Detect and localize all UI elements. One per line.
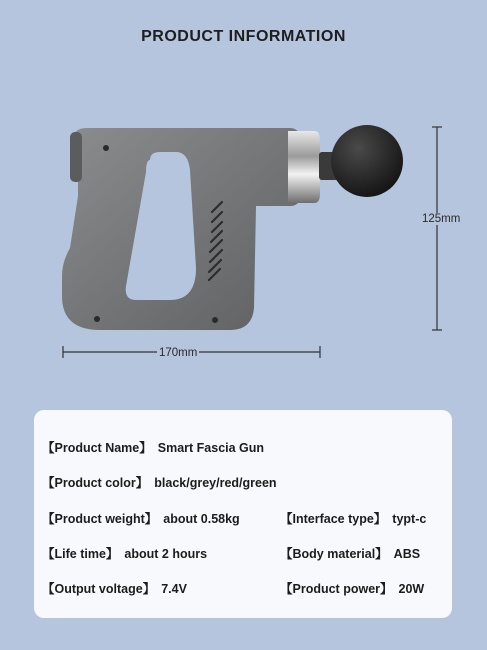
output-voltage-row <box>42 579 187 597</box>
body-material-label: 【Body material】 <box>280 547 388 561</box>
product-name-value: Smart Fascia Gun <box>157 441 265 455</box>
screw-1 <box>103 145 109 151</box>
interface-type-label: 【Interface type】 <box>280 512 387 526</box>
page-title: PRODUCT INFORMATION <box>141 28 346 45</box>
product-info-card <box>34 410 452 618</box>
screw-2 <box>94 316 100 322</box>
product-power-value: 20W <box>398 582 425 596</box>
body-material-value: ABS <box>393 547 421 561</box>
life-time-label: 【Life time】 <box>42 547 119 561</box>
ball-head <box>331 125 403 197</box>
product-weight-row <box>42 509 240 527</box>
screw-3 <box>212 317 218 323</box>
output-voltage-label: 【Output voltage】 <box>42 582 156 596</box>
product-weight-label: 【Product weight】 <box>42 512 158 526</box>
product-name-row <box>42 438 264 456</box>
product-color-value: black/grey/red/green <box>154 476 277 490</box>
output-voltage-value: 7.4V <box>161 582 187 596</box>
body-material-row <box>280 544 420 562</box>
life-time-value: about 2 hours <box>124 547 208 561</box>
chrome-ring <box>288 131 320 203</box>
width-label: 170mm <box>159 347 198 359</box>
height-label: 125mm <box>422 213 461 225</box>
back-cap <box>70 132 82 182</box>
interface-type-row <box>280 509 426 527</box>
product-power-row <box>280 579 424 597</box>
product-color-label: 【Product color】 <box>42 476 149 490</box>
product-power-label: 【Product power】 <box>280 582 393 596</box>
product-weight-value: about 0.58kg <box>163 512 240 526</box>
life-time-row <box>42 544 207 562</box>
product-color-row <box>42 473 277 491</box>
product-name-label: 【Product Name】 <box>42 441 152 455</box>
height-dimension-line <box>432 127 442 330</box>
massage-gun-image <box>0 95 487 385</box>
interface-type-value: typt-c <box>392 512 427 526</box>
